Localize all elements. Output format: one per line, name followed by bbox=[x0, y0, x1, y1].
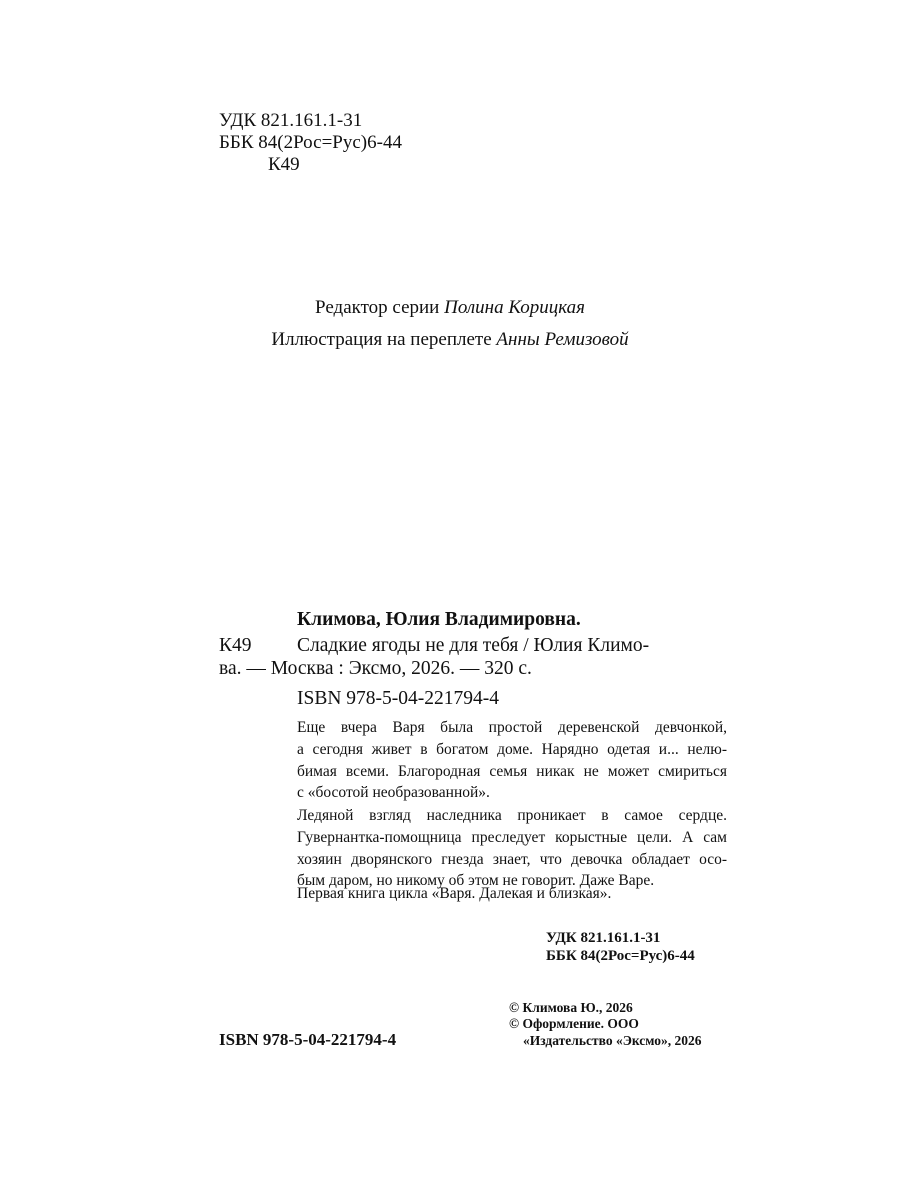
bib-isbn: ISBN 978-5-04-221794-4 bbox=[297, 688, 500, 709]
bib-title-line-2: ва. — Москва : Эксмо, 2026. — 320 с. bbox=[219, 658, 532, 679]
series-note: Первая книга цикла «Варя. Далекая и близкая». bbox=[297, 885, 612, 902]
annotation-line: Еще вчера Варя была простой деревенской девчонкой, bbox=[297, 719, 727, 736]
annotation-line: Гувернантка-помощница преследует корыстные цели. А сам bbox=[297, 828, 727, 846]
bottom-isbn: ISBN 978-5-04-221794-4 bbox=[219, 1030, 397, 1049]
annotation-paragraph-1 bbox=[297, 717, 727, 804]
top-bbk-code: ББК 84(2Рос=Рус)6-44 bbox=[219, 132, 402, 153]
bib-author: Климова, Юлия Владимировна. bbox=[297, 609, 581, 630]
annotation-line: Ледяной взгляд наследника проникает в самое сердце. bbox=[297, 807, 727, 824]
top-author-mark: К49 bbox=[268, 154, 300, 175]
annotation-line: бым даром, но никому об этом не говорит. Даже Варе. bbox=[297, 872, 655, 890]
series-editor-name: Полина Корицкая bbox=[444, 297, 585, 318]
copyright-design: © Оформление. ООО bbox=[509, 1016, 639, 1031]
annotation-line: хозяин дворянского гнезда знает, что девочка обладает осо- bbox=[297, 850, 727, 868]
bib-title-line-1: Сладкие ягоды не для тебя / Юлия Климо- bbox=[297, 635, 650, 656]
annotation-line: с «босотой необразованной». bbox=[297, 784, 490, 802]
bottom-udk-code: УДК 821.161.1-31 bbox=[546, 930, 661, 946]
copyright-author: © Климова Ю., 2026 bbox=[509, 1000, 633, 1015]
top-udk-code: УДК 821.161.1-31 bbox=[219, 110, 363, 131]
bottom-bbk-code: ББК 84(2Рос=Рус)6-44 bbox=[546, 948, 695, 964]
annotation-paragraph-2 bbox=[297, 805, 727, 892]
annotation-line: а сегодня живет в богатом доме. Нарядно одетая и... нелю- bbox=[297, 740, 727, 758]
copyright-publisher: «Издательство «Эксмо», 2026 bbox=[523, 1033, 702, 1048]
annotation-line: бимая всеми. Благородная семья никак не может смириться bbox=[297, 762, 727, 780]
series-editor-label: Редактор серии bbox=[315, 297, 445, 318]
cover-illustration-credit bbox=[0, 328, 900, 352]
illustration-label: Иллюстрация на переплете bbox=[271, 329, 497, 350]
bib-author-mark: К49 bbox=[219, 635, 252, 656]
illustrator-name: Анны Ремизовой bbox=[496, 329, 629, 350]
series-editor-credit bbox=[0, 296, 900, 320]
